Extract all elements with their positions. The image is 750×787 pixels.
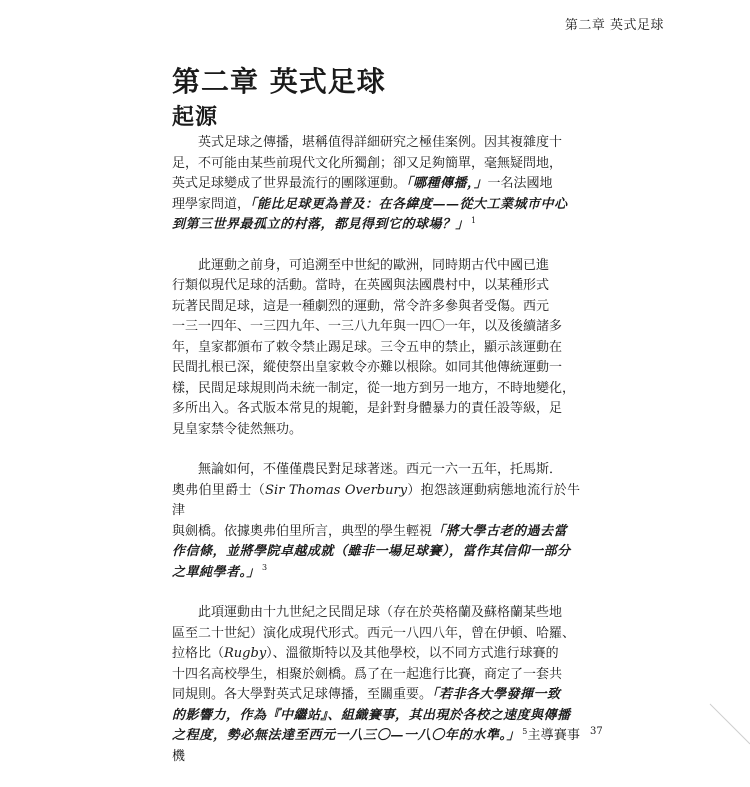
paragraph: [172, 256, 580, 441]
page-curl-decoration: [690, 690, 750, 750]
quotation-text: 的影響力，作為『中繼站』、組織賽事，其出現於各校之速度與傳播: [172, 707, 571, 723]
paragraph: [172, 603, 580, 767]
text-segment: 與劍橋。依據奧弗伯里所言，典型的學生輕視: [172, 523, 433, 539]
text-segment: 一名法國地: [487, 176, 553, 191]
text-line: [172, 133, 580, 154]
quotation-text: 「將大學古老的過去當: [432, 523, 568, 539]
paragraph: [172, 460, 580, 583]
latin-name: Sir Thomas Overbury: [265, 482, 408, 498]
text-segment: 主導賽事機: [172, 728, 580, 764]
text-segment: 此項運動由十九世紀之民間足球（存在於英格蘭及蘇格蘭某些地: [198, 605, 563, 620]
text-line: [172, 726, 580, 767]
text-line: [172, 563, 580, 584]
text-line: [172, 174, 580, 195]
text-line: [172, 603, 580, 624]
text-line: [172, 399, 580, 420]
body-text: [172, 133, 580, 787]
text-segment: 年，皇家都頒布了敕令禁止踢足球。三令五申的禁止，顯示該運動在: [172, 339, 563, 355]
text-segment: 理學家問道，: [172, 196, 251, 212]
text-line: [172, 195, 580, 216]
text-line: [172, 215, 580, 236]
quotation-text: 「若非各大學發揮一致: [432, 687, 561, 702]
latin-name: Rugby: [224, 646, 267, 661]
text-segment: 十四名高校學生，相聚於劍橋。爲了在一起進行比賽，商定了一套共: [172, 666, 563, 682]
running-head: 第二章 英式足球: [564, 18, 664, 33]
text-line: [172, 297, 580, 318]
text-line: [172, 665, 580, 686]
text-segment: 一三一四年、一三四九年、一三八九年與一四〇一年，以及後續諸多: [172, 319, 563, 334]
text-segment: 奧弗伯里爵士（: [172, 482, 266, 498]
footnote-marker: 3: [262, 563, 268, 573]
footnote-marker: 5: [522, 726, 528, 736]
text-line: [172, 460, 580, 481]
text-line: [172, 644, 580, 665]
quotation-text: 之單純學者。」: [172, 564, 261, 580]
text-line: [172, 379, 580, 400]
paragraph: [172, 133, 580, 236]
text-line: [172, 685, 580, 706]
text-segment: ）、溫徹斯特以及其他學校，以不同方式進行球賽的: [266, 646, 559, 661]
text-line: [172, 338, 580, 359]
text-segment: 玩著民間足球，這是一種劇烈的運動，常令許多參與者受傷。西元: [172, 298, 550, 314]
text-line: [172, 522, 580, 543]
text-segment: 拉格比（: [172, 646, 225, 661]
text-segment: 多所出入。各式版本常見的規範，是針對身體暴力的責任設等級，足: [172, 401, 563, 416]
quotation-text: 「能比足球更為普及：在各緯度——從大工業城市中心: [250, 196, 568, 212]
text-segment: 同規則。各大學對英式足球傳播，至關重要。: [172, 687, 433, 702]
section-title: 起源: [172, 104, 219, 130]
text-segment: 足，不可能由某些前現代文化所獨創；卻又足夠簡單，毫無疑問地，: [172, 155, 563, 171]
text-segment: 民間扎根已深，縱使祭出皇家敕令亦難以根除。如同其他傳統運動一: [172, 360, 563, 375]
text-line: [172, 624, 580, 645]
text-line: [172, 276, 580, 297]
text-line: [172, 420, 580, 441]
text-line: [172, 358, 580, 379]
text-segment: ）抱怨該運動病態地流行於牛津: [172, 482, 580, 518]
quotation-text: 「哪種傳播，」: [406, 176, 488, 191]
text-segment: 無論如何，不僅僅農民對足球著迷。西元一六一五年，托馬斯．: [198, 462, 563, 477]
text-segment: 樣，民間足球規則尚未統一制定，從一地方到另一地方，不時地變化，: [172, 380, 576, 396]
text-segment: 英式足球之傳播，堪稱值得詳細研究之極佳案例。因其複雜度十: [198, 135, 563, 150]
quotation-text: 之程度，勢必無法達至西元一八三〇—一八〇年的水準。」: [172, 728, 521, 743]
page-number: 37: [590, 726, 603, 737]
text-line: [172, 542, 580, 563]
text-segment: 見皇家禁令徒然無功。: [172, 421, 303, 437]
text-segment: 此運動之前身，可追溯至中世紀的歐洲，同時期古代中國已進: [198, 257, 550, 273]
quotation-text: 作信條，並將學院卓越成就（雖非一場足球賽），當作其信仰一部分: [172, 544, 571, 559]
text-line: [172, 481, 580, 522]
text-line: [172, 706, 580, 727]
text-line: [172, 256, 580, 277]
text-segment: 英式足球變成了世界最流行的團隊運動。: [172, 176, 407, 191]
text-line: [172, 154, 580, 175]
footnote-marker: 1: [471, 215, 477, 225]
chapter-title: 第二章 英式足球: [172, 65, 386, 98]
quotation-text: 到第三世界最孤立的村落，都見得到它的球場？」: [172, 217, 470, 232]
text-line: [172, 317, 580, 338]
text-segment: 行類似現代足球的活動。當時，在英國與法國農村中，以某種形式: [172, 278, 550, 293]
text-segment: 區至二十世紀）演化成現代形式。西元一八四八年，曾在伊頓、哈羅、: [172, 625, 576, 641]
